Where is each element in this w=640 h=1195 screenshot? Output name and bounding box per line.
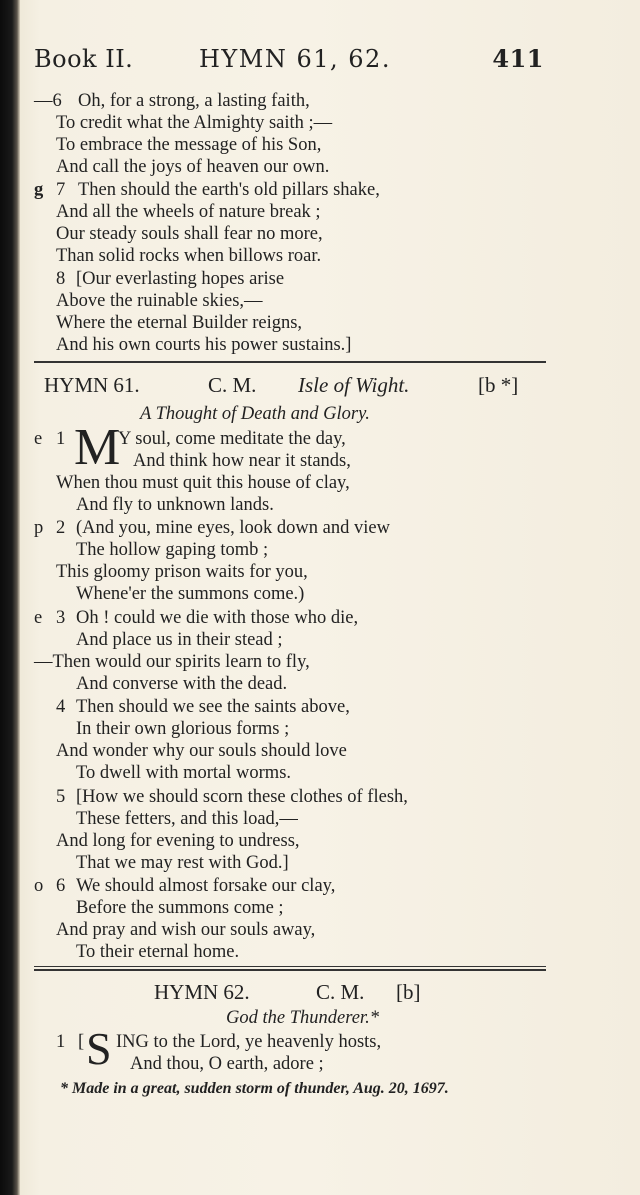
verse-line: The hollow gaping tomb ; bbox=[76, 540, 269, 560]
hymn-meter: C. M. bbox=[208, 373, 257, 397]
verse-line: Above the ruinable skies,— bbox=[56, 291, 263, 311]
verse-line: And fly to unknown lands. bbox=[76, 495, 274, 515]
section-divider-bottom bbox=[34, 969, 546, 971]
verse-line: And think how near it stands, bbox=[133, 451, 351, 471]
verse-line: [Our everlasting hopes arise bbox=[76, 269, 285, 289]
stanza-number: 4 bbox=[56, 697, 66, 717]
hymn-subtitle: God the Thunderer.* bbox=[226, 1008, 379, 1028]
verse-line: Y soul, come meditate the day, bbox=[118, 429, 346, 449]
hymn-meter: C. M. bbox=[316, 980, 365, 1004]
verse-line: To dwell with mortal worms. bbox=[76, 763, 292, 783]
verse-line: And his own courts his power sustains.] bbox=[56, 335, 352, 355]
stanza-number: 5 bbox=[56, 787, 66, 807]
verse-line: Oh, for a strong, a lasting faith, bbox=[78, 91, 310, 111]
verse-line: And thou, O earth, adore ; bbox=[130, 1054, 324, 1074]
dynamic-mark: e bbox=[34, 429, 43, 449]
verse-line: And converse with the dead. bbox=[76, 674, 288, 694]
stanza-number: 6 bbox=[56, 876, 66, 896]
verse-line: Then should we see the saints above, bbox=[76, 697, 350, 717]
verse-line: Than solid rocks when billows roar. bbox=[56, 246, 322, 266]
verse-line: To their eternal home. bbox=[76, 942, 240, 962]
page-binding-shadow bbox=[0, 0, 20, 1195]
verse-line: In their own glorious forms ; bbox=[76, 719, 290, 739]
verse-line: —Then would our spirits learn to fly, bbox=[34, 652, 310, 672]
hymn-range-label: HYMN 61, 62. bbox=[199, 45, 391, 73]
verse-line: And pray and wish our souls away, bbox=[56, 920, 316, 940]
verse-line: Where the eternal Builder reigns, bbox=[56, 313, 303, 333]
drop-cap: M bbox=[74, 419, 121, 476]
verse-line: That we may rest with God.] bbox=[76, 853, 289, 873]
verse-line: Our steady souls shall fear no more, bbox=[56, 224, 323, 244]
verse-line: ING to the Lord, ye heavenly hosts, bbox=[116, 1032, 382, 1052]
book-label: Book II. bbox=[34, 45, 134, 73]
verse-line: [How we should scorn these clothes of flesh, bbox=[76, 787, 408, 807]
section-divider-top bbox=[34, 966, 546, 967]
verse-line: And long for evening to undress, bbox=[56, 831, 300, 851]
dynamic-mark: g bbox=[34, 180, 44, 200]
page-number: 411 bbox=[492, 44, 544, 73]
stanza-number: 1 bbox=[56, 1032, 66, 1052]
hymn-number: HYMN 61. bbox=[44, 373, 140, 397]
verse-line: Oh ! could we die with those who die, bbox=[76, 608, 359, 628]
verse-line: And call the joys of heaven our own. bbox=[56, 157, 330, 177]
drop-cap: S bbox=[86, 1023, 112, 1074]
verse-line: We should almost forsake our clay, bbox=[76, 876, 336, 896]
hymn-mark: [b *] bbox=[478, 373, 519, 397]
verse-line: This gloomy prison waits for you, bbox=[56, 562, 308, 582]
verse-line: To embrace the message of his Son, bbox=[56, 135, 322, 155]
verse-line: Then should the earth's old pillars shake, bbox=[78, 180, 380, 200]
verse-line: To credit what the Almighty saith ;— bbox=[56, 113, 333, 133]
verse-line: (And you, mine eyes, look down and view bbox=[76, 518, 390, 538]
bracket-mark: [ bbox=[78, 1032, 85, 1052]
stanza-mark: —6 bbox=[34, 91, 62, 111]
dynamic-mark: o bbox=[34, 876, 44, 896]
stanza-number: 2 bbox=[56, 518, 66, 538]
footnote: * Made in a great, sudden storm of thunder, Aug. 20, 1697. bbox=[60, 1080, 449, 1097]
stanza-number: 1 bbox=[56, 429, 66, 449]
stanza-number: 8 bbox=[56, 269, 66, 289]
stanza-number: 3 bbox=[56, 608, 66, 628]
dynamic-mark: e bbox=[34, 608, 43, 628]
verse-line: Whene'er the summons come.) bbox=[76, 584, 305, 604]
verse-line: These fetters, and this load,— bbox=[76, 809, 298, 829]
stanza-number: 7 bbox=[56, 180, 66, 200]
tune-name: Isle of Wight. bbox=[298, 373, 410, 397]
verse-line: And all the wheels of nature break ; bbox=[56, 202, 321, 222]
verse-line: When thou must quit this house of clay, bbox=[56, 473, 350, 493]
hymn-number: HYMN 62. bbox=[154, 980, 250, 1004]
verse-line: And wonder why our souls should love bbox=[56, 741, 347, 761]
verse-line: And place us in their stead ; bbox=[76, 630, 283, 650]
dynamic-mark: p bbox=[34, 518, 44, 538]
running-head bbox=[34, 42, 544, 76]
hymn-mark: [b] bbox=[396, 980, 421, 1004]
section-divider bbox=[34, 361, 546, 363]
hymn-subtitle: A Thought of Death and Glory. bbox=[140, 404, 370, 424]
verse-line: Before the summons come ; bbox=[76, 898, 284, 918]
